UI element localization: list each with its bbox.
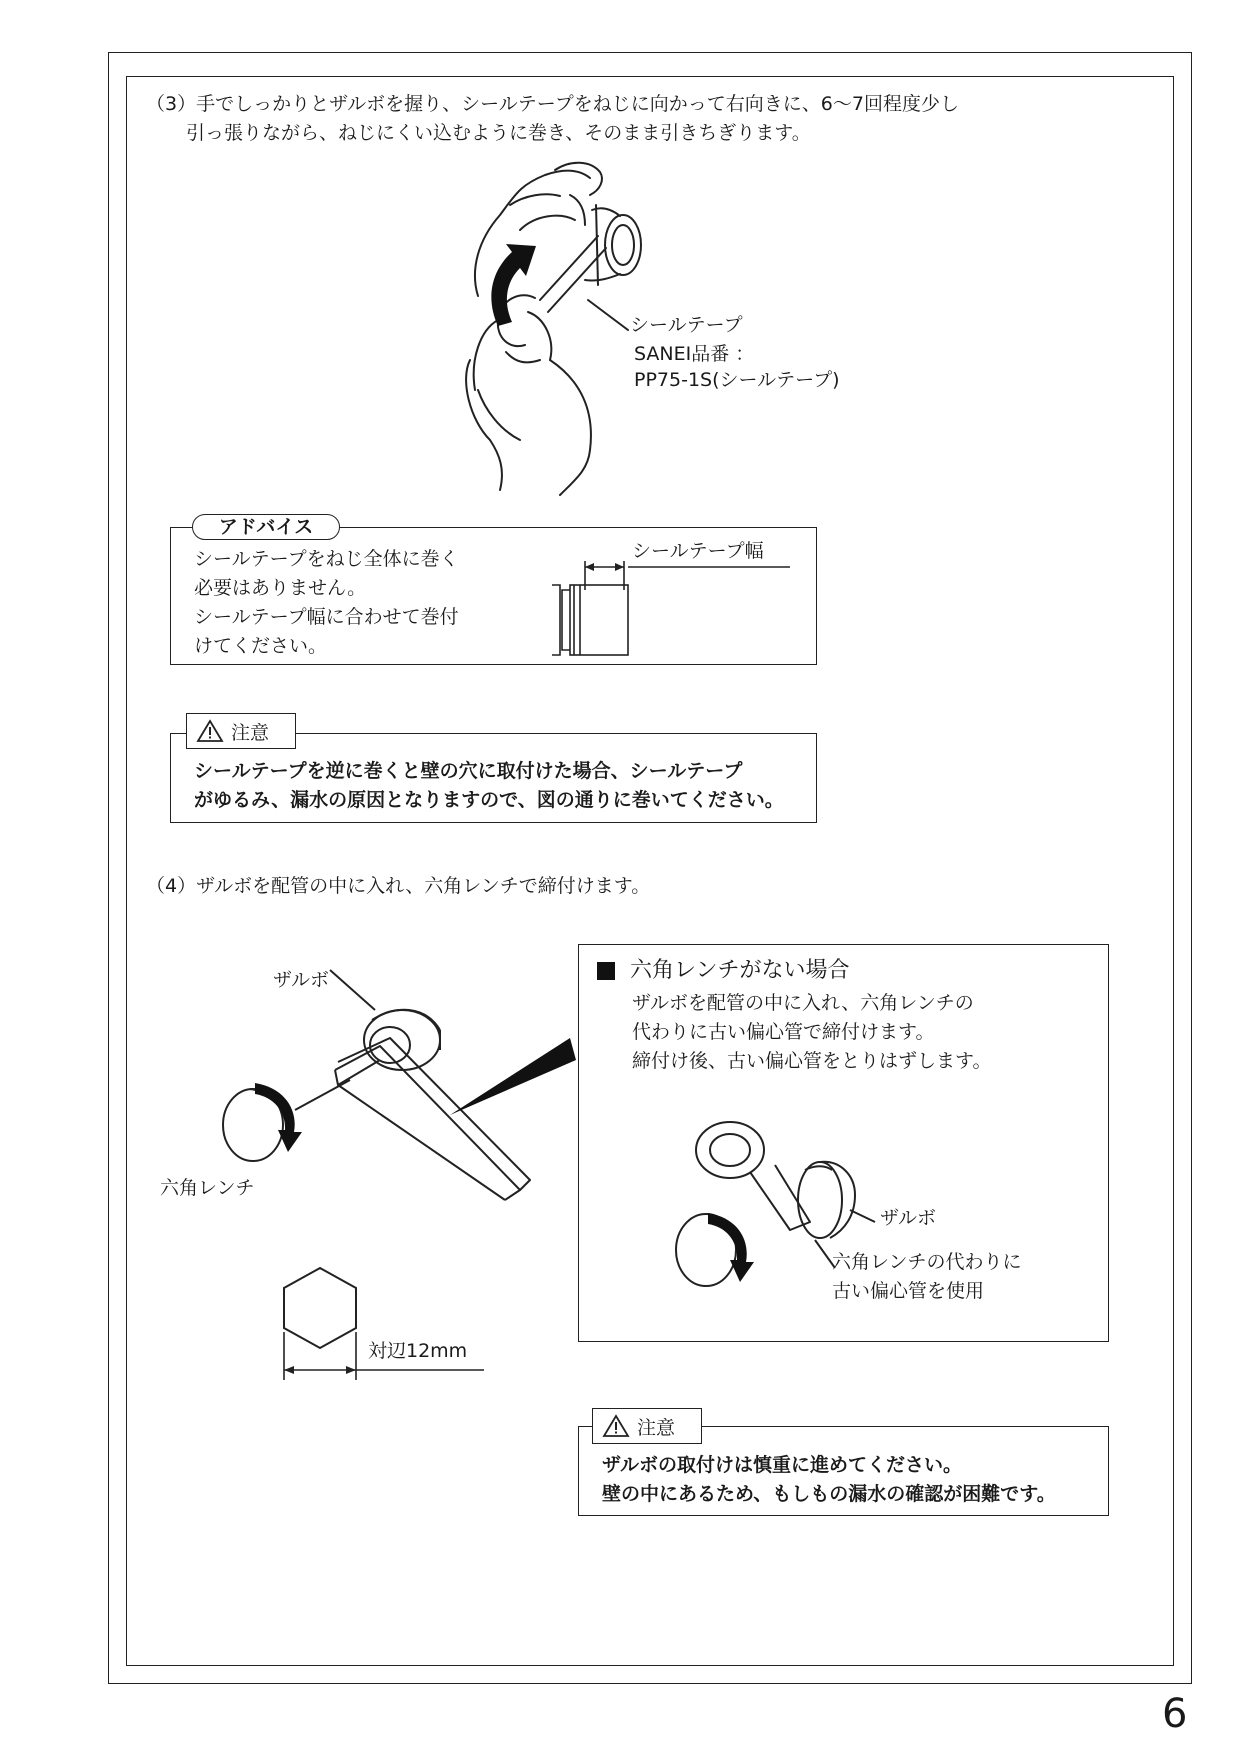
- zarubo-label: ザルボ: [273, 969, 330, 991]
- wrench-label: 六角レンチ: [160, 1177, 255, 1199]
- tape-width-label: シールテープ幅: [632, 540, 764, 562]
- caution2-line: 壁の中にあるため、もしもの漏水の確認が困難です。: [602, 1483, 1056, 1505]
- step3-line1: （3）手でしっかりとザルボを握り、シールテープをねじに向かって右向きに、6〜7回程度少し: [146, 93, 959, 115]
- caution1-title: 注意: [231, 721, 270, 744]
- caution1-line: シールテープを逆に巻くと壁の穴に取付けた場合、シールテープ: [194, 760, 743, 782]
- warning-icon: [603, 1414, 629, 1438]
- step4-line: （4）ザルボを配管の中に入れ、六角レンチで締付けます。: [146, 875, 651, 897]
- advice-line: けてください。: [194, 635, 328, 657]
- step3-line2: 引っ張りながら、ねじにくい込むように巻き、そのまま引きちぎります。: [186, 122, 811, 144]
- hex-size-label: 対辺12mm: [368, 1340, 468, 1362]
- alt-tool-line: 古い偏心管を使用: [832, 1280, 985, 1302]
- part-number: PP75-1S(シールテープ): [634, 369, 840, 391]
- advice-line: シールテープをねじ全体に巻く: [194, 548, 459, 570]
- advice-line: 必要はありません。: [194, 577, 367, 599]
- advice-line: シールテープ幅に合わせて巻付: [194, 606, 459, 628]
- no-wrench-title: 六角レンチがない場合: [630, 958, 850, 983]
- caution1-line: がゆるみ、漏水の原因となりますので、図の通りに巻いてください。: [194, 789, 784, 811]
- advice-title: アドバイス: [192, 514, 340, 540]
- no-wrench-line: 代わりに古い偏心管で締付けます。: [632, 1021, 935, 1043]
- seal-tape-label: シールテープ: [630, 314, 743, 336]
- no-wrench-zarubo-label: ザルボ: [880, 1207, 937, 1229]
- caution2-title: 注意: [637, 1416, 676, 1439]
- caution2-text: [602, 1451, 1056, 1509]
- part-number-prefix: SANEI品番 ：: [634, 343, 755, 365]
- no-wrench-line: 締付け後、古い偏心管をとりはずします。: [632, 1050, 992, 1072]
- page-number: 6: [1162, 1691, 1188, 1737]
- caution2-tag: [592, 1408, 702, 1444]
- caution2-line: ザルボの取付けは慎重に進めてください。: [602, 1454, 963, 1476]
- alt-tool-line: 六角レンチの代わりに: [832, 1251, 1022, 1273]
- no-wrench-line: ザルボを配管の中に入れ、六角レンチの: [632, 992, 974, 1014]
